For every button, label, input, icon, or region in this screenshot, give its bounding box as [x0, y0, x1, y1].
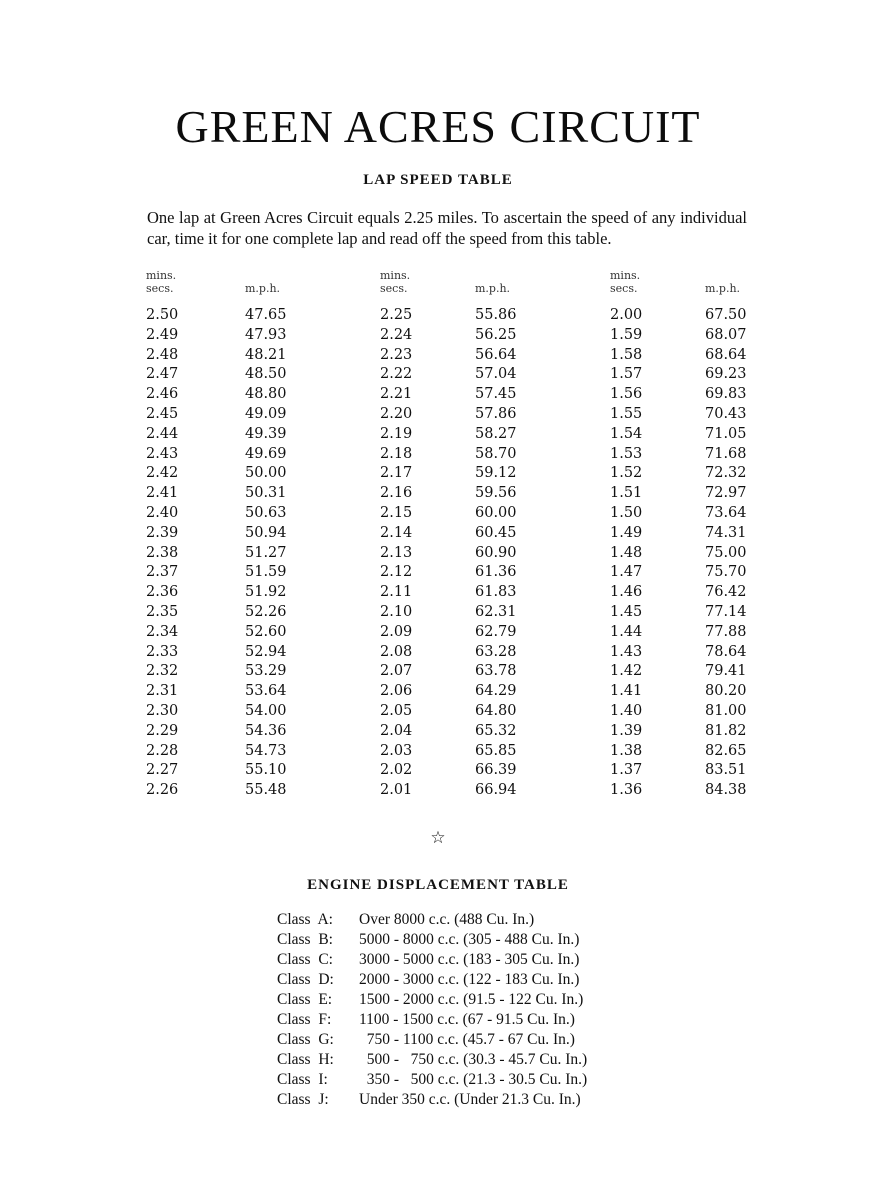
speed-cell: 75.70 — [705, 564, 747, 581]
lap-time-cell: 2.12 — [380, 564, 413, 581]
column-header-line1: mins. — [146, 269, 177, 282]
speed-cell: 78.64 — [705, 643, 747, 660]
engine-class-label: Class E: — [277, 991, 333, 1008]
speed-cell: 49.39 — [245, 425, 287, 442]
lap-time-cell: 2.13 — [380, 544, 413, 561]
speed-cell: 64.80 — [475, 702, 517, 719]
speed-cell: 84.38 — [705, 782, 747, 799]
speed-cell: 48.50 — [245, 366, 287, 383]
lap-time-cell: 1.44 — [610, 623, 643, 640]
lap-time-cell: 1.46 — [610, 584, 643, 601]
speed-cell: 63.28 — [475, 643, 517, 660]
speed-cell: 51.27 — [245, 544, 287, 561]
speed-cell: 60.45 — [475, 524, 517, 541]
speed-cell: 64.29 — [475, 683, 517, 700]
lap-time-cell: 2.48 — [146, 346, 179, 363]
speed-cell: 56.64 — [475, 346, 517, 363]
speed-column — [475, 269, 517, 801]
lap-time-cell: 1.49 — [610, 524, 643, 541]
speed-cell: 66.94 — [475, 782, 517, 799]
lap-time-cell: 2.03 — [380, 742, 413, 759]
lap-time-cell: 1.51 — [610, 485, 643, 502]
speed-cell: 72.97 — [705, 485, 747, 502]
lap-time-cell: 1.38 — [610, 742, 643, 759]
engine-class-label: Class G: — [277, 1031, 334, 1048]
lap-time-cell: 1.56 — [610, 386, 643, 403]
engine-class-row — [277, 1030, 587, 1050]
lap-time-cell: 2.08 — [380, 643, 413, 660]
lap-time-cell: 2.04 — [380, 722, 413, 739]
lap-time-cell: 2.24 — [380, 326, 413, 343]
engine-class-label: Class F: — [277, 1011, 332, 1028]
engine-class-range: 3000 - 5000 c.c. (183 - 305 Cu. In.) — [359, 951, 580, 968]
lap-time-cell: 2.44 — [146, 425, 179, 442]
lap-time-cell: 2.22 — [380, 366, 413, 383]
speed-cell: 72.32 — [705, 465, 747, 482]
speed-cell: 76.42 — [705, 584, 747, 601]
lap-speed-table-heading: LAP SPEED TABLE — [363, 172, 513, 188]
lap-time-cell: 2.09 — [380, 623, 413, 640]
star-outline-icon: ☆ — [430, 828, 446, 848]
lap-time-cell: 1.37 — [610, 762, 643, 779]
lap-time-cell: 1.55 — [610, 405, 643, 422]
speed-cell: 51.59 — [245, 564, 287, 581]
speed-cell: 74.31 — [705, 524, 747, 541]
column-header: m.p.h. — [475, 282, 511, 295]
engine-class-range: Over 8000 c.c. (488 Cu. In.) — [359, 911, 535, 928]
engine-class-range: 1100 - 1500 c.c. (67 - 91.5 Cu. In.) — [359, 1011, 575, 1028]
speed-cell: 59.56 — [475, 485, 517, 502]
column-header-line1: mins. — [380, 269, 411, 282]
lap-speed-intro: One lap at Green Acres Circuit equals 2.25 miles. To ascertain the speed of any individual car, time it for one complete lap and read off the speed from this table. — [147, 208, 747, 248]
speed-cell: 82.65 — [705, 742, 747, 759]
speed-cell: 67.50 — [705, 307, 747, 323]
lap-time-cell: 1.39 — [610, 722, 643, 739]
lap-time-cell: 2.40 — [146, 504, 179, 521]
speed-column — [705, 269, 747, 801]
speed-cell: 77.88 — [705, 623, 747, 640]
lap-time-cell: 2.35 — [146, 603, 179, 620]
lap-time-cell: 2.41 — [146, 485, 179, 502]
lap-time-cell: 2.45 — [146, 405, 179, 422]
speed-cell: 79.41 — [705, 663, 747, 680]
lap-time-cell: 2.29 — [146, 722, 179, 739]
page-title: GREEN ACRES CIRCUIT — [175, 101, 701, 152]
lap-time-cell: 1.53 — [610, 445, 643, 462]
lap-time-cell: 2.07 — [380, 663, 413, 680]
engine-class-row — [277, 1010, 587, 1030]
lap-time-cell: 2.42 — [146, 465, 179, 482]
engine-displacement-table — [277, 910, 587, 1110]
lap-time-cell: 2.18 — [380, 445, 413, 462]
column-header: secs. — [380, 282, 408, 295]
lap-time-cell: 2.38 — [146, 544, 179, 561]
lap-time-cell: 1.41 — [610, 683, 643, 700]
lap-time-cell: 2.16 — [380, 485, 413, 502]
engine-class-range: 750 - 1100 c.c. (45.7 - 67 Cu. In.) — [359, 1031, 575, 1048]
column-header: secs. — [146, 282, 174, 295]
lap-time-cell: 2.10 — [380, 603, 413, 620]
engine-class-label: Class C: — [277, 951, 333, 968]
speed-cell: 83.51 — [705, 762, 747, 779]
lap-time-cell: 2.21 — [380, 386, 413, 403]
speed-cell: 66.39 — [475, 762, 517, 779]
lap-time-cell: 2.14 — [380, 524, 413, 541]
lap-time-cell: 2.11 — [380, 584, 413, 601]
speed-cell: 53.64 — [245, 683, 287, 700]
lap-time-cell: 1.40 — [610, 702, 643, 719]
speed-cell: 71.05 — [705, 425, 747, 442]
lap-time-cell: 2.17 — [380, 465, 413, 482]
speed-cell: 49.69 — [245, 445, 287, 462]
speed-cell: 51.92 — [245, 584, 287, 601]
lap-time-cell: 2.33 — [146, 643, 179, 660]
speed-cell: 49.09 — [245, 405, 287, 422]
speed-cell: 57.86 — [475, 405, 517, 422]
column-header-line1: mins. — [610, 269, 641, 282]
speed-cell: 50.63 — [245, 504, 287, 521]
lap-time-cell: 1.54 — [610, 425, 643, 442]
lap-time-cell: 1.57 — [610, 366, 643, 383]
lap-time-cell: 1.43 — [610, 643, 643, 660]
engine-class-row — [277, 950, 587, 970]
lap-time-cell: 2.00 — [610, 307, 643, 323]
engine-class-row — [277, 910, 587, 930]
speed-cell: 69.23 — [705, 366, 747, 383]
speed-cell: 50.31 — [245, 485, 287, 502]
lap-time-cell: 1.36 — [610, 782, 643, 799]
speed-cell: 47.93 — [245, 326, 287, 343]
speed-cell: 59.12 — [475, 465, 517, 482]
speed-cell: 58.27 — [475, 425, 517, 442]
lap-time-cell: 2.23 — [380, 346, 413, 363]
speed-cell: 50.00 — [245, 465, 287, 482]
lap-time-cell: 2.32 — [146, 663, 179, 680]
lap-time-cell: 2.47 — [146, 366, 179, 383]
speed-cell: 60.00 — [475, 504, 517, 521]
engine-displacement-table-heading: ENGINE DISPLACEMENT TABLE — [307, 877, 569, 893]
speed-cell: 50.94 — [245, 524, 287, 541]
speed-column — [245, 269, 287, 801]
speed-cell: 61.36 — [475, 564, 517, 581]
speed-cell: 54.36 — [245, 722, 287, 739]
lap-time-cell: 2.19 — [380, 425, 413, 442]
speed-cell: 55.48 — [245, 782, 287, 799]
engine-class-row — [277, 930, 587, 950]
speed-cell: 54.00 — [245, 702, 287, 719]
lap-time-cell: 2.05 — [380, 702, 413, 719]
lap-time-cell: 2.01 — [380, 782, 413, 799]
lap-time-cell: 1.42 — [610, 663, 643, 680]
lap-time-cell: 2.28 — [146, 742, 179, 759]
engine-class-label: Class H: — [277, 1051, 334, 1068]
speed-cell: 75.00 — [705, 544, 747, 561]
lap-time-cell: 2.31 — [146, 683, 179, 700]
speed-cell: 70.43 — [705, 405, 747, 422]
engine-class-row — [277, 1070, 587, 1090]
speed-cell: 52.60 — [245, 623, 287, 640]
engine-class-label: Class J: — [277, 1091, 329, 1108]
speed-cell: 55.10 — [245, 762, 287, 779]
speed-cell: 68.64 — [705, 346, 747, 363]
lap-time-cell: 2.20 — [380, 405, 413, 422]
time-column — [610, 269, 642, 801]
lap-time-cell: 2.25 — [380, 307, 413, 323]
lap-time-cell: 1.59 — [610, 326, 643, 343]
lap-time-cell: 1.45 — [610, 603, 643, 620]
engine-class-range: 350 - 500 c.c. (21.3 - 30.5 Cu. In.) — [359, 1071, 588, 1088]
engine-class-label: Class D: — [277, 971, 334, 988]
lap-time-cell: 2.26 — [146, 782, 179, 799]
engine-class-row — [277, 990, 587, 1010]
column-header: m.p.h. — [705, 282, 741, 295]
lap-time-cell: 2.02 — [380, 762, 413, 779]
speed-cell: 53.29 — [245, 663, 287, 680]
column-header: m.p.h. — [245, 282, 281, 295]
speed-cell: 62.79 — [475, 623, 517, 640]
speed-cell: 77.14 — [705, 603, 747, 620]
speed-cell: 48.80 — [245, 386, 287, 403]
lap-time-cell: 2.50 — [146, 307, 179, 323]
lap-time-cell: 2.27 — [146, 762, 179, 779]
lap-time-cell: 2.46 — [146, 386, 179, 403]
lap-time-cell: 1.48 — [610, 544, 643, 561]
speed-cell: 65.32 — [475, 722, 517, 739]
lap-time-cell: 1.50 — [610, 504, 643, 521]
speed-cell: 57.04 — [475, 366, 517, 383]
engine-class-range: 2000 - 3000 c.c. (122 - 183 Cu. In.) — [359, 971, 580, 988]
lap-time-cell: 1.47 — [610, 564, 643, 581]
lap-time-cell: 2.34 — [146, 623, 179, 640]
speed-cell: 69.83 — [705, 386, 747, 403]
speed-cell: 61.83 — [475, 584, 517, 601]
engine-class-range: Under 350 c.c. (Under 21.3 Cu. In.) — [359, 1091, 581, 1108]
speed-cell: 58.70 — [475, 445, 517, 462]
lap-time-cell: 2.15 — [380, 504, 413, 521]
lap-time-cell: 2.36 — [146, 584, 179, 601]
speed-cell: 81.00 — [705, 702, 747, 719]
speed-cell: 54.73 — [245, 742, 287, 759]
lap-time-cell: 1.58 — [610, 346, 643, 363]
speed-cell: 60.90 — [475, 544, 517, 561]
engine-class-row — [277, 1050, 587, 1070]
lap-time-cell: 2.39 — [146, 524, 179, 541]
speed-cell: 63.78 — [475, 663, 517, 680]
speed-cell: 73.64 — [705, 504, 747, 521]
speed-cell: 47.65 — [245, 307, 287, 323]
lap-time-cell: 2.30 — [146, 702, 179, 719]
engine-class-label: Class I: — [277, 1071, 328, 1088]
speed-cell: 52.94 — [245, 643, 287, 660]
speed-cell: 71.68 — [705, 445, 747, 462]
engine-class-row — [277, 1090, 587, 1110]
lap-time-cell: 1.52 — [610, 465, 643, 482]
speed-cell: 65.85 — [475, 742, 517, 759]
speed-cell: 57.45 — [475, 386, 517, 403]
lap-time-cell: 2.06 — [380, 683, 413, 700]
lap-time-cell: 2.49 — [146, 326, 179, 343]
time-column — [146, 269, 178, 801]
engine-class-range: 1500 - 2000 c.c. (91.5 - 122 Cu. In.) — [359, 991, 584, 1008]
engine-class-row — [277, 970, 587, 990]
speed-cell: 80.20 — [705, 683, 747, 700]
lap-time-cell: 2.37 — [146, 564, 179, 581]
speed-cell: 68.07 — [705, 326, 747, 343]
speed-cell: 56.25 — [475, 326, 517, 343]
engine-class-label: Class A: — [277, 911, 333, 928]
engine-class-range: 500 - 750 c.c. (30.3 - 45.7 Cu. In.) — [359, 1051, 588, 1068]
speed-cell: 55.86 — [475, 307, 517, 323]
speed-cell: 81.82 — [705, 722, 747, 739]
engine-class-range: 5000 - 8000 c.c. (305 - 488 Cu. In.) — [359, 931, 580, 948]
speed-cell: 62.31 — [475, 603, 517, 620]
time-column — [380, 269, 412, 801]
speed-cell: 52.26 — [245, 603, 287, 620]
speed-cell: 48.21 — [245, 346, 287, 363]
engine-class-label: Class B: — [277, 931, 333, 948]
column-header: secs. — [610, 282, 638, 295]
lap-time-cell: 2.43 — [146, 445, 179, 462]
